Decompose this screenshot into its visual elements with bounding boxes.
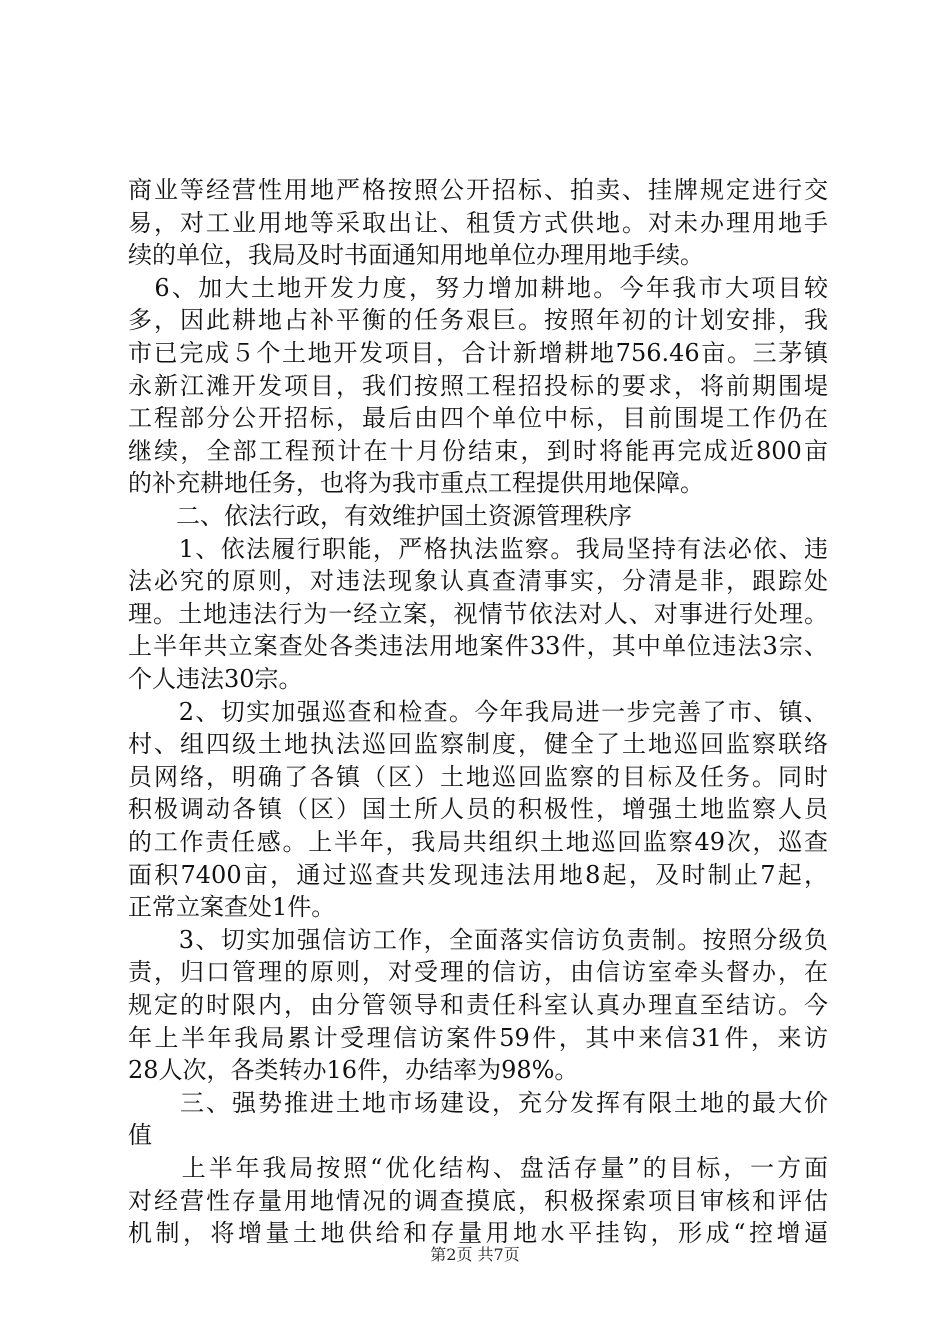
text-line: 继续，全部工程预计在十月份结束，到时将能再完成近800亩 bbox=[128, 436, 828, 465]
text-line: 上半年我局按照“优化结构、盘活存量”的目标，一方面 bbox=[128, 1154, 828, 1182]
section-heading: 三、强势推进土地市场建设，充分发挥有限土地的最大价 bbox=[128, 1088, 828, 1117]
text-line: 6、加大土地开发力度，努力增加耕地。今年我市大项目较 bbox=[128, 273, 828, 302]
text-line: 多，因此耕地占补平衡的任务艰巨。按照年初的计划安排，我 bbox=[128, 306, 828, 335]
text-line: 面积7400亩，通过巡查共发现违法用地8起，及时制止7起， bbox=[128, 860, 828, 889]
text-line: 的工作责任感。上半年，我局共组织土地巡回监察49次，巡查 bbox=[128, 828, 828, 856]
text-line: 28人次，各类转办16件，办结率为98%。 bbox=[128, 1056, 579, 1085]
text-line: 工程部分公开招标，最后由四个单位中标，目前围堤工作仍在 bbox=[128, 404, 828, 433]
text-line: 续的单位，我局及时书面通知用地单位办理用地手续。 bbox=[128, 241, 704, 270]
text-line: 商业等经营性用地严格按照公开招标、拍卖、挂牌规定进行交 bbox=[128, 176, 828, 204]
text-line: 2、切实加强巡查和检查。今年我局进一步完善了市、镇、 bbox=[128, 697, 828, 726]
text-line: 对经营性存量用地情况的调查摸底，积极探索项目审核和评估 bbox=[128, 1186, 828, 1215]
text-line: 法必究的原则，对违法现象认真查清事实，分清是非，跟踪处 bbox=[128, 567, 828, 596]
section-heading: 二、依法行政，有效维护国土资源管理秩序 bbox=[128, 502, 632, 530]
section-heading: 值 bbox=[128, 1121, 152, 1150]
text-line: 个人违法30宗。 bbox=[128, 665, 303, 693]
text-line: 永新江滩开发项目，我们按照工程招投标的要求，将前期围堤 bbox=[128, 371, 828, 400]
text-line: 易，对工业用地等采取出让、租赁方式供地。对未办理用地手 bbox=[128, 208, 828, 237]
text-line: 市已完成５个土地开发项目，合计新增耕地756.46亩。三茅镇 bbox=[128, 339, 828, 367]
text-line: 规定的时限内，由分管领导和责任科室认真办理直至结访。今 bbox=[128, 991, 828, 1019]
text-line: 正常立案查处1件。 bbox=[128, 893, 336, 922]
text-line: 理。土地违法行为一经立案，视情节依法对人、对事进行处理。 bbox=[128, 599, 828, 628]
text-line: 责，归口管理的原则，对受理的信访，由信访室牵头督办，在 bbox=[128, 958, 828, 987]
text-line: 1、依法履行职能，严格执法监察。我局坚持有法必依、违 bbox=[128, 534, 828, 563]
text-line: 的补充耕地任务，也将为我市重点工程提供用地保障。 bbox=[128, 469, 704, 498]
page-footer: 第2页 共7页 bbox=[430, 1245, 520, 1264]
text-line: 村、组四级土地执法巡回监察制度，健全了土地巡回监察联络 bbox=[128, 730, 828, 759]
text-line: 积极调动各镇（区）国土所人员的积极性，增强土地监察人员 bbox=[128, 795, 828, 824]
text-line: 3、切实加强信访工作，全面落实信访负责制。按照分级负 bbox=[128, 925, 828, 954]
text-line: 员网络，明确了各镇（区）土地巡回监察的目标及任务。同时 bbox=[128, 762, 828, 791]
text-line: 上半年共立案查处各类违法用地案件33件，其中单位违法3宗、 bbox=[128, 632, 828, 661]
text-line: 年上半年我局累计受理信访案件59件，其中来信31件，来访 bbox=[128, 1023, 828, 1052]
text-line: 机制，将增量土地供给和存量用地水平挂钩，形成“控增逼 bbox=[128, 1219, 828, 1248]
